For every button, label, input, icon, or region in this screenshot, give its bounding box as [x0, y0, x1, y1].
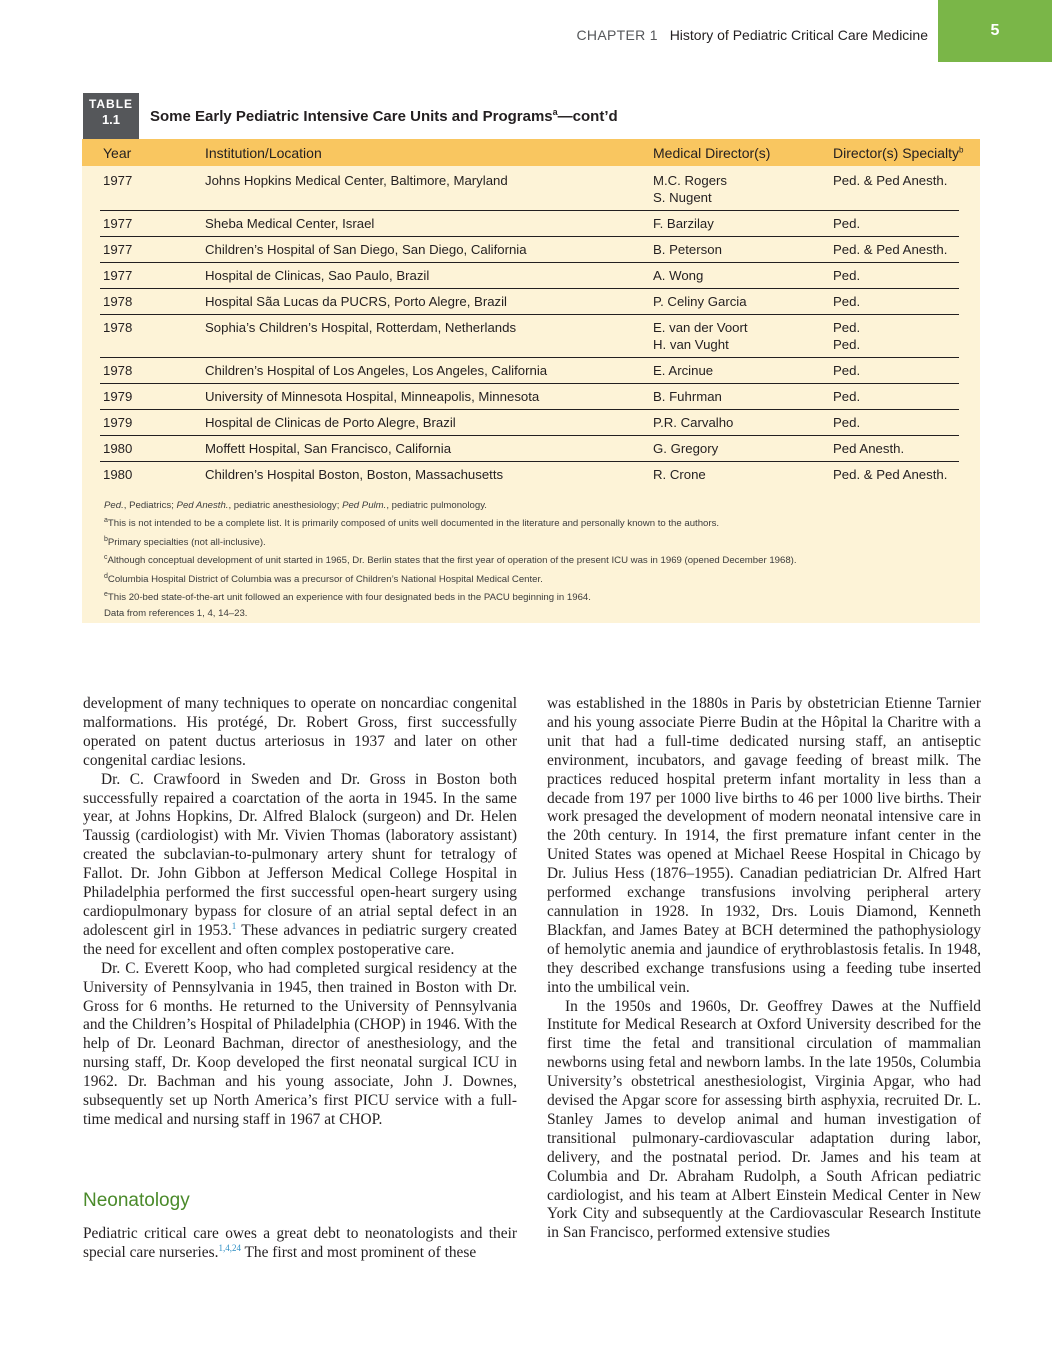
cell-director [653, 293, 747, 310]
cell-specialty-line: Ped. [833, 294, 861, 309]
paragraph: development of many techniques to operate on noncardiac congenital malformations. His protégé, Dr. Robert Gross, first successfully operated on patent ductus arteriosus in 1937 and later on other congenital cardiac lesions. [83, 695, 517, 769]
cell-specialty [833, 319, 860, 353]
cell-director-line: B. Peterson [653, 242, 722, 257]
cell-specialty-line: Ped. & Ped Anesth. [833, 242, 948, 257]
cell-year [103, 362, 132, 379]
cell-year [103, 241, 132, 258]
cell-institution [205, 319, 516, 336]
section-heading: Neonatology [83, 1190, 190, 1211]
cell-year [103, 172, 132, 189]
table-panel [82, 139, 980, 623]
cell-year [103, 440, 132, 457]
table-row [100, 362, 959, 379]
cell-director [653, 267, 703, 284]
cell-specialty [833, 414, 860, 431]
cell-director [653, 319, 748, 353]
cell-year-line: 1980 [103, 441, 133, 456]
row-divider [100, 357, 959, 358]
cell-year [103, 293, 132, 310]
footnote-b-text: Primary specialties (not all-inclusive). [107, 536, 266, 548]
cell-director-line: E. van der Voort [653, 320, 748, 335]
table-title-suffix: —cont’d [557, 108, 618, 125]
cell-specialty-line: Ped. [833, 337, 861, 352]
footnote-e-text: This 20-bed state-of-the-art unit followed an experience with four designated beds in the PACU beginning in 1964. [107, 592, 591, 604]
cell-specialty [833, 241, 947, 258]
cell-specialty-line: Ped. [833, 216, 861, 231]
cell-institution [205, 241, 527, 258]
cell-director [653, 414, 733, 431]
row-divider [100, 288, 959, 289]
row-divider [100, 409, 959, 410]
cell-specialty-line: Ped. & Ped Anesth. [833, 173, 948, 188]
cell-director-line: A. Wong [653, 268, 704, 283]
cell-institution [205, 414, 456, 431]
cell-director-line: P. Celiny Garcia [653, 294, 747, 309]
table-row [100, 440, 959, 457]
table-header-row [82, 139, 980, 166]
cell-specialty [833, 388, 860, 405]
left-column-continued [83, 1225, 517, 1263]
right-column [547, 695, 981, 1243]
cell-institution-line: Sheba Medical Center, Israel [205, 216, 375, 231]
table-row [100, 466, 959, 483]
abbrev-ped-text: , Pediatrics; [123, 500, 177, 511]
cell-director [653, 172, 727, 206]
left-column [83, 695, 517, 1130]
cell-director [653, 466, 706, 483]
cell-director [653, 362, 713, 379]
cell-institution [205, 215, 374, 232]
cell-institution-line: Hospital de Clinicas, Sao Paulo, Brazil [205, 268, 430, 283]
abbrev-ped: Ped. [104, 500, 124, 511]
cell-specialty-line: Ped. [833, 363, 861, 378]
specialty-footnote-mark: b [959, 145, 964, 155]
cell-director-line: F. Barzilay [653, 216, 714, 231]
cell-specialty [833, 172, 947, 189]
source-note: Data from references 1, 4, 14–23. [104, 607, 248, 619]
cell-year-line: 1977 [103, 216, 133, 231]
cell-year [103, 267, 132, 284]
paragraph [83, 771, 517, 960]
footnote-a: $^a$This is not intended to be a complete list. It is primarily composed of units well documented in the literature and personally known to the authors. [104, 517, 720, 530]
paragraph: In the 1950s and 1960s, Dr. Geoffrey Dawes at the Nuffield Institute for Medical Research at Oxford University described for the first time the fetal and transitional circulation of mammalian newborns using fetal and newborn lambs. In the late 1950s, Columbia University’s obstetrical anesthesiologist, Virginia Apgar, who had devised the Apgar score for assessing birth asphyxia, recruited Dr. L. Stanley James to develop animal and human investigation of transitional pulmonary-cardiovascular adaptation during labor, delivery, and the postnatal period. Dr. James and his team at Columbia and Dr. Abraham Rudolph, a South African pediatric cardiologist, and his team at Albert Einstein Medical Center in New York City and subsequently at the Cardiovascular Research Institute in San Francisco, performed extensive studies [547, 997, 981, 1242]
cell-director-line: R. Crone [653, 467, 706, 482]
cell-director-line: G. Gregory [653, 441, 719, 456]
column-header-institution: Institution/Location [205, 145, 322, 161]
cell-institution-line: Children’s Hospital Boston, Boston, Massachusetts [205, 467, 504, 482]
table-title-text: Some Early Pediatric Intensive Care Units and Programs [150, 108, 553, 125]
table-row [100, 319, 959, 353]
footnote-b: $^b$Primary specialties (not all-inclusive). [104, 535, 266, 548]
paragraph: was established in the 1880s in Paris by obstetrician Etienne Tarnier and his young associate Pierre Budin at the Hôpital la Charitre with a unit that had a full-time dedicated nursing staff, an antiseptic environment, incubators, and gavage feeding of breast milk. The practices reduced hospital preterm infant mortality in less than a decade from 197 per 1000 live births to 46 per 1000 live births. Their work presaged the development of modern neonatal intensive care in the 20th century. In 1914, the first premature infant center in the United States was opened at Michael Reese Hospital in Chicago by Dr. Julius Hess (1876–1955). Canadian pediatrician Dr. Alfred Hart performed exchange transfusions involving peripheral artery cannulation in 1928. In 1932, Drs. Louis Diamond, Kenneth Blackfan, and James Batey at BCH determined the pathophysiology of hemolytic anemia and jaundice of erythroblastosis fetalis. In 1948, they described exchange transfusions using a feeding tube inserted into the umbilical vein. [547, 695, 981, 996]
table-title-footnote-mark: a [552, 107, 558, 117]
cell-director-line: E. Arcinue [653, 363, 714, 378]
cell-year-line: 1979 [103, 389, 133, 404]
cell-year-line: 1979 [103, 415, 133, 430]
cell-institution [205, 466, 503, 483]
cell-institution-line: Hospital Sãa Lucas da PUCRS, Porto Alegre, Brazil [205, 294, 507, 309]
table-tag [83, 93, 139, 139]
column-header-year: Year [103, 145, 132, 161]
cell-specialty [833, 293, 860, 310]
row-divider [100, 435, 959, 436]
reference-link[interactable]: 1 [231, 920, 237, 931]
row-divider [100, 210, 959, 211]
table-row [100, 215, 959, 232]
chapter-label: CHAPTER 1 [576, 27, 658, 43]
cell-director [653, 388, 722, 405]
cell-institution-line: Moffett Hospital, San Francisco, California [205, 441, 452, 456]
cell-specialty-line: Ped. [833, 320, 861, 335]
row-divider [100, 262, 959, 263]
cell-year [103, 215, 132, 232]
paragraph [83, 1225, 517, 1263]
cell-year-line: 1978 [103, 363, 133, 378]
cell-specialty [833, 215, 860, 232]
cell-director-line: P.R. Carvalho [653, 415, 734, 430]
page-number: 5 [938, 0, 1052, 62]
abbrev-ped-pulm-text: , pediatric pulmonology. [386, 500, 487, 511]
table-row [100, 241, 959, 258]
table-row [100, 414, 959, 431]
cell-institution [205, 388, 539, 405]
cell-institution [205, 440, 451, 457]
cell-year [103, 414, 132, 431]
cell-year-line: 1978 [103, 320, 133, 335]
table-row [100, 388, 959, 405]
abbreviation-note [104, 498, 964, 513]
abbrev-ped-anesth-text: , pediatric anesthesiology; [228, 500, 343, 511]
cell-institution-line: Johns Hopkins Medical Center, Baltimore, Maryland [205, 173, 508, 188]
table-tag-number: 1.1 [101, 112, 121, 127]
running-header [0, 0, 1052, 62]
footnote-c: $^c$Although conceptual development of unit started in 1965, Dr. Berlin states that the first year of operation of the present ICU was in 1969 (opened December 1968). [104, 554, 797, 567]
row-divider [100, 314, 959, 315]
column-header-specialty [833, 145, 963, 161]
cell-specialty [833, 267, 860, 284]
cell-specialty-line: Ped Anesth. [833, 441, 905, 456]
cell-director-line: B. Fuhrman [653, 389, 722, 404]
cell-year-line: 1978 [103, 294, 133, 309]
cell-year-line: 1980 [103, 467, 133, 482]
chapter-title: History of Pediatric Critical Care Medicine [669, 27, 928, 43]
cell-year-line: 1977 [103, 173, 133, 188]
cell-year [103, 466, 132, 483]
cell-institution [205, 172, 508, 189]
abbrev-ped-anesth: Ped Anesth. [176, 500, 229, 511]
paragraph-text: These advances in pediatric surgery created the need for excellent and often complex postoperative care. [83, 921, 517, 958]
abbrev-ped-pulm: Ped Pulm. [342, 500, 387, 511]
footnote-c-text: Although conceptual development of unit started in 1965, Dr. Berlin states that the first year of operation of the present ICU was in 1969 (opened December 1968). [107, 555, 797, 567]
table-row [100, 267, 959, 284]
cell-institution [205, 293, 507, 310]
cell-director-line: S. Nugent [653, 190, 712, 205]
cell-director [653, 241, 722, 258]
cell-year [103, 388, 132, 405]
cell-institution-line: Hospital de Clinicas de Porto Alegre, Brazil [205, 415, 456, 430]
cell-specialty [833, 440, 904, 457]
table-row [100, 293, 959, 310]
row-divider [100, 383, 959, 384]
column-header-director: Medical Director(s) [653, 145, 771, 161]
cell-director [653, 440, 718, 457]
table-title [150, 107, 618, 125]
cell-institution [205, 267, 429, 284]
row-divider [100, 236, 959, 237]
cell-year [103, 319, 132, 336]
table-row [100, 172, 959, 206]
cell-specialty-line: Ped. & Ped Anesth. [833, 467, 948, 482]
cell-institution-line: Children’s Hospital of San Diego, San Diego, California [205, 242, 527, 257]
cell-institution-line: Children’s Hospital of Los Angeles, Los Angeles, California [205, 363, 548, 378]
footnote-d: $^d$Columbia Hospital District of Columbia was a precursor of Children’s National Hospital Medical Center. [104, 572, 543, 585]
paragraph: Dr. C. Everett Koop, who had completed surgical residency at the University of Pennsylvania in 1945, then trained in Boston with Dr. Gross for 6 months. He returned to the University of Pennsylvania and the Children’s Hospital of Philadelphia (CHOP) in 1946. With the help of Dr. Leonard Bachman, director of anesthesiology, and the nursing staff, Dr. Koop developed the first neonatal surgical ICU in 1962. Dr. Bachman and his young associate, John J. Downes, subsequently set up North America’s first PICU service with a full-time medical and nursing staff in 1967 at CHOP. [83, 959, 517, 1128]
cell-institution-line: Sophia’s Children’s Hospital, Rotterdam, Netherlands [205, 320, 517, 335]
table-footnotes [104, 498, 964, 621]
paragraph-text: Pediatric critical care owes a great debt to neonatologists and their special care nurseries. [83, 1225, 517, 1261]
cell-year-line: 1977 [103, 242, 133, 257]
footnote-d-text: Columbia Hospital District of Columbia was a precursor of Children’s National Hospital Medical Center. [107, 573, 543, 585]
running-title [577, 27, 928, 43]
cell-specialty [833, 362, 860, 379]
cell-year-line: 1977 [103, 268, 133, 283]
cell-director [653, 215, 714, 232]
cell-specialty [833, 466, 947, 483]
cell-institution [205, 362, 547, 379]
row-divider [100, 461, 959, 462]
table-tag-label: TABLE [88, 97, 134, 111]
footnote-e: $^e$This 20-bed state-of-the-art unit followed an experience with four designated beds in the PACU beginning in 1964. [104, 591, 591, 604]
cell-specialty-line: Ped. [833, 268, 861, 283]
column-header-specialty-text: Director(s) Specialty [833, 145, 960, 161]
reference-link[interactable]: 1,4,24 [218, 1242, 241, 1253]
cell-specialty-line: Ped. [833, 389, 861, 404]
cell-specialty-line: Ped. [833, 415, 861, 430]
cell-institution-line: University of Minnesota Hospital, Minneapolis, Minnesota [205, 389, 540, 404]
cell-director-line: H. van Vught [653, 337, 729, 352]
footnote-a-text: This is not intended to be a complete list. It is primarily composed of units well documented in the literature and personally known to the authors. [107, 518, 720, 530]
cell-director-line: M.C. Rogers [653, 173, 728, 188]
paragraph-text: The first and most prominent of these [240, 1243, 477, 1261]
paragraph-text: Dr. C. Crawfoord in Sweden and Dr. Gross in Boston both successfully repaired a coarctation of the aorta in 1945. In the same year, at Johns Hopkins, Dr. Alfred Blalock (surgeon) and Dr. Helen Taussig (cardiologist) with Mr. Vivien Thomas (laboratory assistant) created the subclavian-to-pulmonary artery shunt for tetralogy of Fallot. Dr. John Gibbon at Jefferson Medical College Hospital in Philadelphia performed the first successful open-heart surgery using cardiopulmonary bypass for closure of an atrial septal defect in an adolescent girl in 1953. [83, 770, 517, 939]
